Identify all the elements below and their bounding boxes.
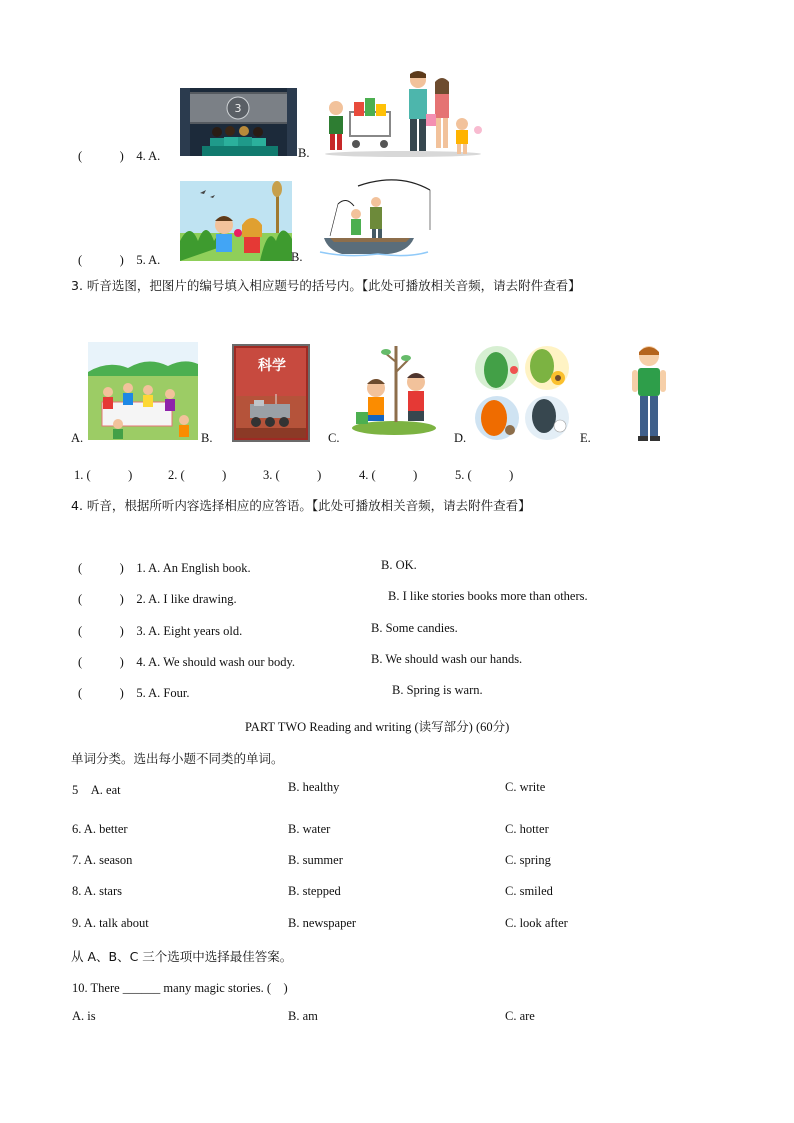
section3-answer-3[interactable]: 3. ( ) — [263, 468, 322, 482]
classify-row-6-b[interactable]: B. water — [288, 822, 331, 836]
four-seasons-picture — [472, 344, 572, 442]
classify-row-8-a[interactable]: 8. A. stars — [72, 884, 122, 898]
section3-label-e: E. — [580, 431, 591, 445]
section4-q2[interactable]: ( ) 2. A. I like drawing. — [78, 592, 237, 606]
section4-title: 4. 听音，根据所听内容选择相应的应答语。【此处可播放相关音频，请去附件查看】 — [71, 498, 531, 513]
classify-row-9-c[interactable]: C. look after — [505, 916, 568, 930]
section4-q5-option-b: B. Spring is warn. — [392, 683, 483, 697]
section3-answer-2[interactable]: 2. ( ) — [168, 468, 227, 482]
section3-label-d: D. — [454, 431, 467, 445]
classify-row-9-a[interactable]: 9. A. talk about — [72, 916, 149, 930]
section4-q5[interactable]: ( ) 5. A. Four. — [78, 686, 190, 700]
q4-prefix: ( ) 4. A. — [78, 149, 161, 163]
classify-row-6-c[interactable]: C. hotter — [505, 822, 549, 836]
classify-row-7-b[interactable]: B. summer — [288, 853, 343, 867]
section4-q4-option-b: B. We should wash our hands. — [371, 652, 523, 666]
section3-label-b: B. — [201, 431, 213, 445]
science-book-picture — [232, 344, 310, 442]
classify-row-9-b[interactable]: B. newspaper — [288, 916, 357, 930]
q5-prefix: ( ) 5. A. — [78, 253, 161, 267]
classify-row-5-a[interactable]: 5 A. eat — [72, 783, 121, 797]
section4-q3[interactable]: ( ) 3. A. Eight years old. — [78, 624, 243, 638]
boy-standing-picture — [628, 342, 670, 444]
q5-option-b: B. — [291, 250, 303, 264]
fishing-boat-picture — [318, 176, 432, 258]
part-two-title: PART TWO Reading and writing (读写部分) (60分) — [245, 720, 510, 734]
q4-option-b: B. — [298, 146, 310, 160]
children-in-field-picture — [180, 181, 292, 261]
section3-answer-4[interactable]: 4. ( ) — [359, 468, 418, 482]
choice-q10[interactable]: 10. There ______ many magic stories. ( ) — [72, 981, 288, 995]
section3-label-c: C. — [328, 431, 340, 445]
classify-row-5-b[interactable]: B. healthy — [288, 780, 340, 794]
section4-q4[interactable]: ( ) 4. A. We should wash our body. — [78, 655, 296, 669]
classify-row-7-a[interactable]: 7. A. season — [72, 853, 133, 867]
section4-q3-option-b: B. Some candies. — [371, 621, 458, 635]
classify-title: 单词分类。选出每小题不同类的单词。 — [71, 751, 284, 766]
planting-tree-picture — [348, 342, 440, 436]
section4-q1[interactable]: ( ) 1. A. An English book. — [78, 561, 251, 575]
book-cover-title: 科学 — [258, 358, 286, 374]
classify-row-5-c[interactable]: C. write — [505, 780, 546, 794]
cinema-counter: 3 — [234, 102, 242, 115]
section4-q1-option-b: B. OK. — [381, 558, 417, 572]
section3-answer-5[interactable]: 5. ( ) — [455, 468, 514, 482]
cinema-picture — [180, 88, 297, 156]
family-shopping-picture — [318, 68, 488, 158]
classify-row-7-c[interactable]: C. spring — [505, 853, 551, 867]
choice-q10-option-a[interactable]: A. is — [72, 1009, 96, 1023]
classify-row-8-c[interactable]: C. smiled — [505, 884, 553, 898]
choice-q10-option-b[interactable]: B. am — [288, 1009, 318, 1023]
choice-q10-option-c[interactable]: C. are — [505, 1009, 535, 1023]
classify-row-8-b[interactable]: B. stepped — [288, 884, 341, 898]
choice-title: 从 A、B、C 三个选项中选择最佳答案。 — [71, 949, 293, 964]
classify-row-6-a[interactable]: 6. A. better — [72, 822, 128, 836]
section3-answer-1[interactable]: 1. ( ) — [74, 468, 133, 482]
section3-label-a: A. — [71, 431, 84, 445]
section4-q2-option-b: B. I like stories books more than others. — [388, 589, 588, 603]
section3-title: 3. 听音选图，把图片的编号填入相应题号的括号内。【此处可播放相关音频，请去附件查看】 — [71, 278, 581, 293]
picnic-picture — [88, 342, 198, 440]
